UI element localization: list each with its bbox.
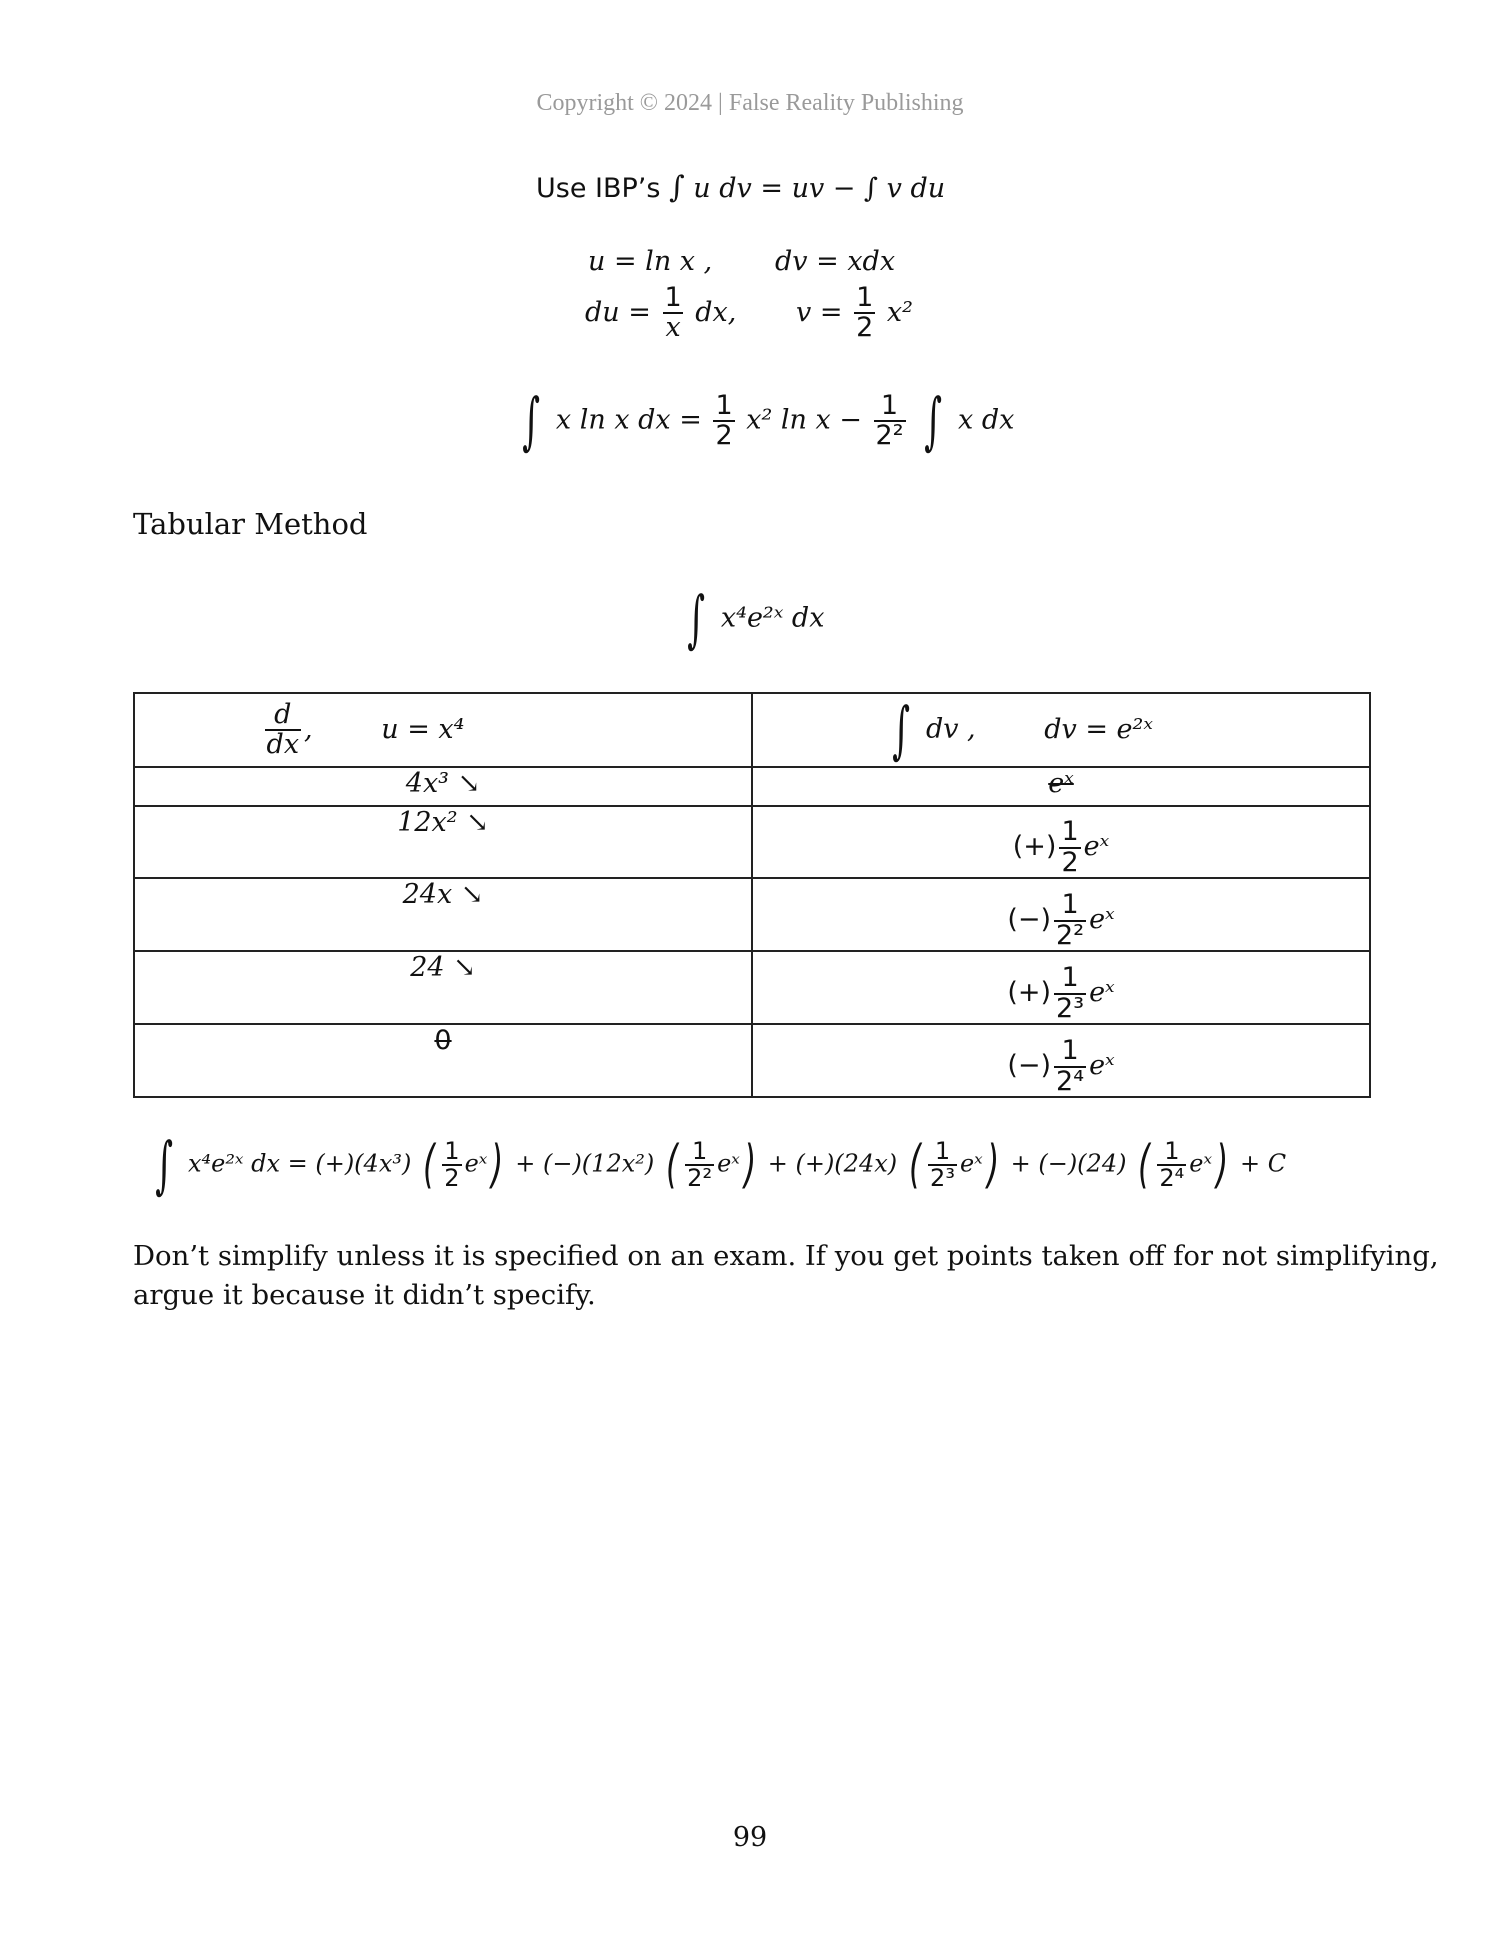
integral-sign: ∫ bbox=[687, 582, 706, 655]
derivative-value: 24 ↘ bbox=[410, 952, 476, 983]
integral-cell bbox=[752, 767, 1370, 806]
integral-cell bbox=[752, 951, 1370, 1024]
header-comma: , bbox=[304, 713, 313, 745]
coef-num: 1 bbox=[1061, 889, 1079, 921]
sign: (+) bbox=[1012, 831, 1057, 863]
du-denominator: x bbox=[665, 312, 681, 344]
final-mid3: + (−)(24) bbox=[1010, 1149, 1127, 1178]
derivative-cell bbox=[134, 767, 752, 806]
derivative-cell bbox=[134, 878, 752, 951]
ibp-formula bbox=[536, 170, 945, 205]
result-lhs: x ln x dx = bbox=[555, 404, 702, 436]
d-dx-fraction bbox=[265, 698, 302, 760]
integral-value: eˣ bbox=[1083, 831, 1110, 863]
term4-den: 2⁴ bbox=[1159, 1164, 1185, 1192]
final-mid1: + (−)(12x²) bbox=[515, 1149, 655, 1178]
derivative-cell bbox=[134, 1024, 752, 1097]
term4-exp: eˣ bbox=[1189, 1149, 1213, 1178]
derivative-value: 4x³ ↘ bbox=[405, 768, 481, 799]
page-number: 99 bbox=[732, 1822, 768, 1853]
header-integral-cell bbox=[752, 693, 1370, 767]
integral-sign: ∫ bbox=[669, 170, 685, 205]
table-row bbox=[134, 878, 1370, 951]
note-line-2: argue it because it didn’t specify. bbox=[133, 1279, 596, 1311]
term1-num: 1 bbox=[444, 1136, 460, 1165]
term3-exp: eˣ bbox=[959, 1149, 983, 1178]
term2-num: 1 bbox=[691, 1136, 708, 1165]
result-rhs: x dx bbox=[958, 404, 1015, 436]
u-definition: u = ln x , bbox=[588, 246, 713, 277]
derivative-value: 24x ↘ bbox=[402, 879, 484, 910]
derivative-cell bbox=[134, 951, 752, 1024]
sign: (−) bbox=[1007, 1050, 1052, 1082]
table-row bbox=[134, 951, 1370, 1024]
d-num: d bbox=[274, 698, 292, 730]
u-expr: u = x⁴ bbox=[381, 713, 465, 745]
integral-sign: ∫ bbox=[924, 384, 943, 457]
v-fraction bbox=[854, 284, 875, 343]
v-denominator: 2 bbox=[856, 312, 874, 344]
result-fraction-2 bbox=[874, 389, 906, 451]
v-lhs: v = bbox=[796, 296, 843, 328]
du-numerator: 1 bbox=[664, 282, 682, 313]
derivative-cell bbox=[134, 806, 752, 878]
du-rhs: dx, bbox=[695, 296, 737, 328]
term4-num: 1 bbox=[1164, 1136, 1180, 1165]
table-row bbox=[134, 1024, 1370, 1097]
v-numerator: 1 bbox=[856, 282, 874, 313]
term1-den: 2 bbox=[444, 1164, 460, 1192]
term2-exp: eˣ bbox=[717, 1149, 740, 1178]
table-header-row bbox=[134, 693, 1370, 767]
result-fraction-2-num: 1 bbox=[880, 389, 899, 421]
table-row bbox=[134, 767, 1370, 806]
header-derivative-cell bbox=[134, 693, 752, 767]
ibp-prefix: Use IBP’s bbox=[536, 173, 661, 204]
dx-den: dx bbox=[266, 729, 300, 760]
integral-sign: ∫ bbox=[892, 693, 911, 766]
dv-def: dv = e²ˣ bbox=[1044, 713, 1153, 745]
term3-den: 2³ bbox=[930, 1164, 955, 1192]
final-answer: ∫ x⁴e²ˣ dx = (+)(4x³) ( $\frac{1}{2}$ eˣ) + (−)(12x²) ( $\frac{1}{\text{2²}}$ eˣ) + (+)(24x) ( $\frac{1}{\text{2³}}$ eˣ) + (−)(24) ( $\frac{1}{\text{2⁴}}$ eˣ) + C bbox=[155, 1128, 1287, 1201]
section-title: Tabular Method bbox=[133, 507, 368, 541]
v-rhs: x² bbox=[886, 296, 913, 328]
integral-value: eˣ bbox=[1089, 904, 1115, 936]
table-row bbox=[134, 806, 1370, 878]
coef-num: 1 bbox=[1061, 1035, 1079, 1067]
integral-value: eˣ bbox=[1089, 1050, 1115, 1082]
dv-definition: dv = xdx bbox=[775, 246, 896, 277]
coef-den: 2 bbox=[1061, 846, 1079, 878]
final-mid2: + (+)(24x) bbox=[767, 1149, 898, 1178]
integral-cell bbox=[752, 878, 1370, 951]
coef-den: 2⁴ bbox=[1056, 1065, 1085, 1097]
problem-integral bbox=[680, 582, 825, 655]
final-tail: + C bbox=[1239, 1149, 1287, 1178]
term2-den: 2² bbox=[687, 1164, 713, 1192]
result-fraction-1-den: 2 bbox=[715, 420, 733, 451]
du-fraction bbox=[662, 284, 683, 343]
v-definition bbox=[796, 284, 913, 343]
tabular-table bbox=[133, 692, 1371, 1098]
integral-cell bbox=[752, 1024, 1370, 1097]
dv-expr: dv , bbox=[925, 713, 976, 745]
integral-sign: ∫ bbox=[155, 1128, 174, 1201]
integral-value: eˣ bbox=[1048, 768, 1074, 799]
integral-cell bbox=[752, 806, 1370, 878]
term1-exp: eˣ bbox=[464, 1149, 488, 1178]
coef-num: 1 bbox=[1061, 962, 1079, 994]
ibp-formula-text: u dv = uv − ∫ v du bbox=[693, 173, 946, 204]
result-fraction-1-num: 1 bbox=[715, 389, 733, 421]
sign: (+) bbox=[1007, 977, 1052, 1009]
ibp-result bbox=[515, 384, 1015, 457]
coef-den: 2² bbox=[1056, 919, 1085, 951]
integral-value: eˣ bbox=[1089, 977, 1115, 1009]
result-mid: x² ln x − bbox=[746, 404, 862, 436]
sign: (−) bbox=[1007, 904, 1052, 936]
coef-den: 2³ bbox=[1056, 992, 1085, 1024]
integral-sign: ∫ bbox=[522, 384, 541, 457]
final-lhs: x⁴e²ˣ dx = (+)(4x³) bbox=[187, 1149, 412, 1178]
du-definition bbox=[585, 284, 736, 343]
result-fraction-2-den: 2² bbox=[875, 420, 904, 451]
result-fraction-1 bbox=[713, 389, 734, 451]
copyright-header: Copyright © 2024 | False Reality Publishing bbox=[536, 90, 964, 116]
problem-integrand: x⁴e²ˣ dx bbox=[720, 602, 825, 634]
term3-num: 1 bbox=[934, 1136, 951, 1165]
du-lhs: du = bbox=[585, 296, 651, 328]
note-line-1: Don’t simplify unless it is specified on an exam. If you get points taken off for not simplifying, bbox=[133, 1240, 1439, 1272]
derivative-value: 12x² ↘ bbox=[397, 807, 489, 838]
coef-num: 1 bbox=[1061, 816, 1079, 848]
derivative-value: 0 bbox=[434, 1025, 452, 1056]
